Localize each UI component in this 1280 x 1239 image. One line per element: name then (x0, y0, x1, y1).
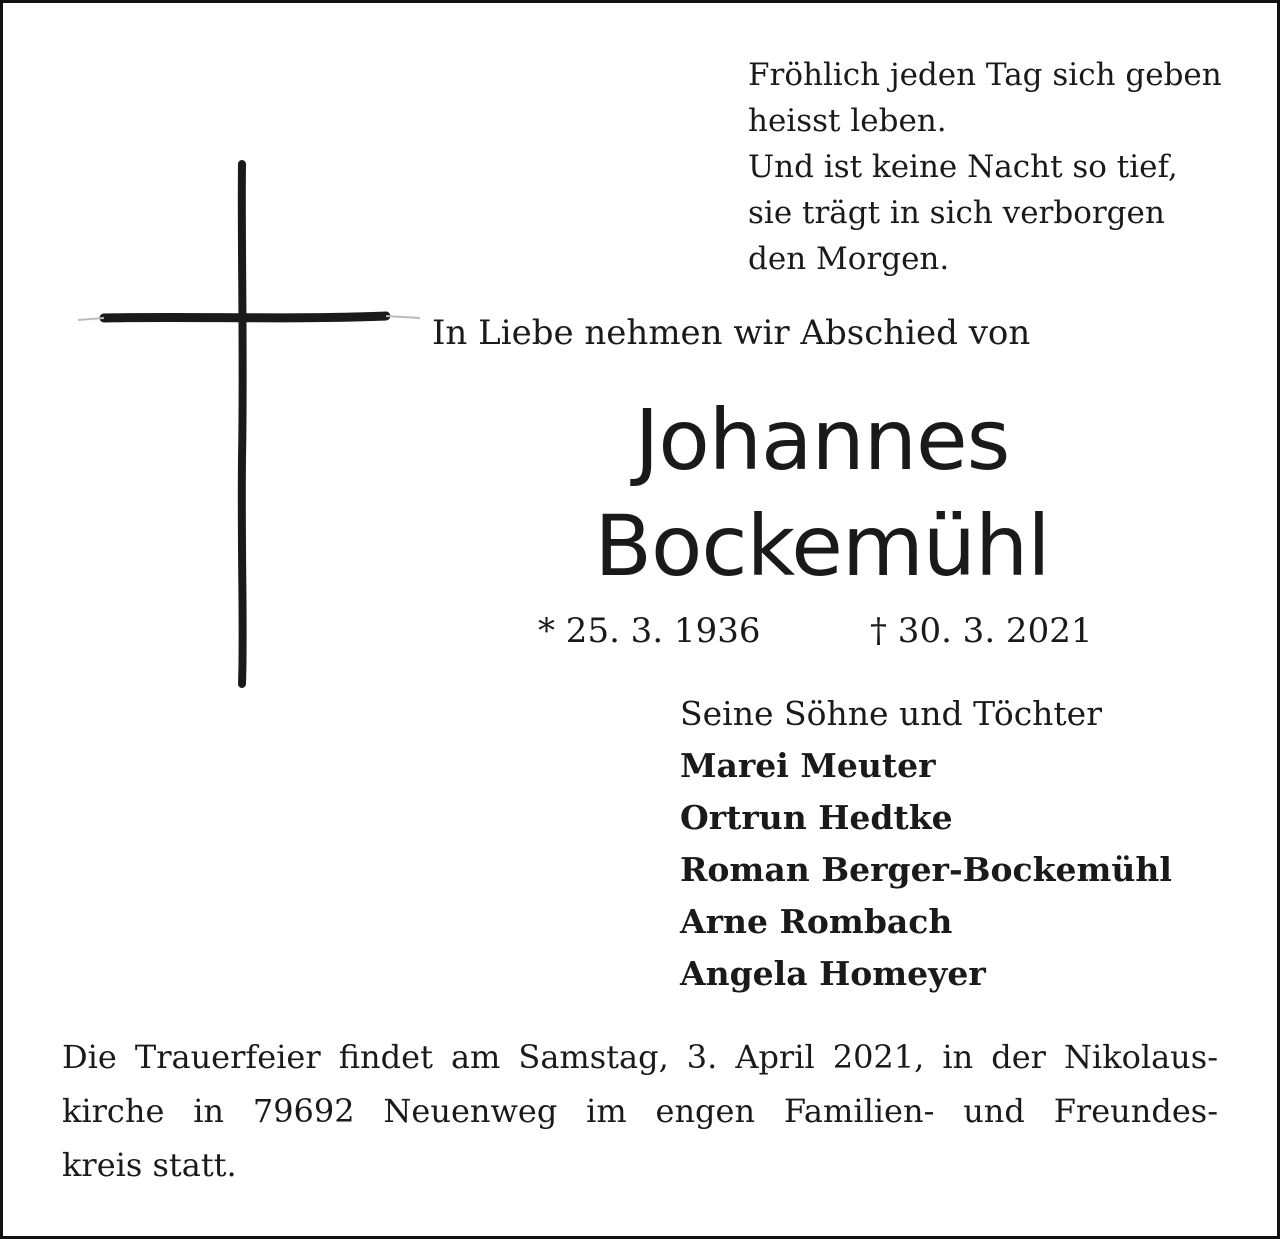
family-heading: Seine Söhne und Töchter (680, 694, 1102, 733)
poem-line: Fröhlich jeden Tag sich geben (748, 57, 1222, 93)
poem-line: den Morgen. (748, 241, 950, 277)
notice-line: kreis statt. (62, 1146, 237, 1184)
family-member: Angela Homeyer (680, 954, 986, 993)
poem-line: sie trägt in sich verborgen (748, 195, 1165, 231)
poem-line: Und ist keine Nacht so tief, (748, 149, 1178, 185)
birth-date: * 25. 3. 1936 (538, 611, 761, 651)
family-list (680, 688, 1240, 1000)
family-member: Marei Meuter (680, 746, 936, 785)
deceased-first-name: Johannes (634, 391, 1010, 489)
farewell-intro: In Liebe nehmen wir Abschied von (432, 313, 1031, 353)
notice-line: Die Trauerfeier findet am Samstag, 3. April 2021, in der Nikolaus- (62, 1038, 1218, 1076)
cross-icon (70, 158, 430, 688)
family-member: Ortrun Hedtke (680, 798, 953, 837)
deceased-last-name: Bockemühl (594, 497, 1050, 595)
family-member: Roman Berger-Bockemühl (680, 850, 1172, 889)
funeral-notice (62, 1030, 1218, 1192)
death-date: † 30. 3. 2021 (870, 611, 1093, 651)
poem-line: heisst leben. (748, 103, 947, 139)
poem (748, 52, 1228, 282)
family-member: Arne Rombach (680, 902, 953, 941)
notice-line: kirche in 79692 Neuenweg im engen Familien- und Freundes- (62, 1092, 1218, 1130)
